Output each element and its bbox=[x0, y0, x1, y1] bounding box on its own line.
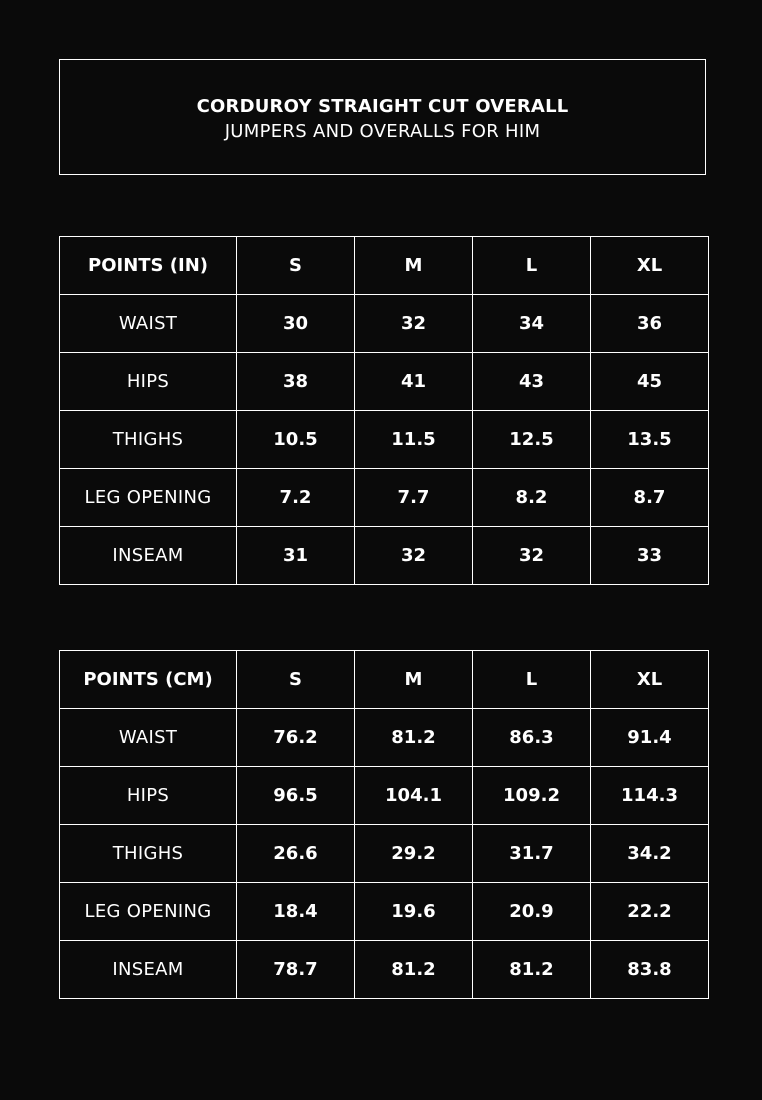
table-cell: 43 bbox=[473, 353, 591, 411]
table-cell: 81.2 bbox=[355, 941, 473, 999]
column-header: XL bbox=[591, 237, 709, 295]
table-cell: 109.2 bbox=[473, 767, 591, 825]
table-row bbox=[60, 469, 709, 527]
table-cell: 76.2 bbox=[237, 709, 355, 767]
table-cell: 86.3 bbox=[473, 709, 591, 767]
table-row bbox=[60, 883, 709, 941]
table-cell: 10.5 bbox=[237, 411, 355, 469]
column-header: XL bbox=[591, 651, 709, 709]
table-cell: 83.8 bbox=[591, 941, 709, 999]
table-cell: 45 bbox=[591, 353, 709, 411]
table-cell: 8.2 bbox=[473, 469, 591, 527]
column-header: S bbox=[237, 651, 355, 709]
column-header: M bbox=[355, 651, 473, 709]
column-header: L bbox=[473, 237, 591, 295]
table-row bbox=[60, 353, 709, 411]
row-label: THIGHS bbox=[60, 411, 237, 469]
table-row bbox=[60, 411, 709, 469]
table-row bbox=[60, 295, 709, 353]
table-cell: 38 bbox=[237, 353, 355, 411]
table-cell: 31 bbox=[237, 527, 355, 585]
table-header-row bbox=[60, 237, 709, 295]
table-cell: 18.4 bbox=[237, 883, 355, 941]
table-cell: 81.2 bbox=[355, 709, 473, 767]
table-row bbox=[60, 941, 709, 999]
table-cell: 22.2 bbox=[591, 883, 709, 941]
row-label: INSEAM bbox=[60, 527, 237, 585]
table-cell: 91.4 bbox=[591, 709, 709, 767]
table-cell: 7.7 bbox=[355, 469, 473, 527]
column-header: POINTS (CM) bbox=[60, 651, 237, 709]
row-label: THIGHS bbox=[60, 825, 237, 883]
table-cell: 29.2 bbox=[355, 825, 473, 883]
row-label: LEG OPENING bbox=[60, 469, 237, 527]
column-header: S bbox=[237, 237, 355, 295]
table-cell: 96.5 bbox=[237, 767, 355, 825]
product-title: CORDUROY STRAIGHT CUT OVERALL bbox=[196, 96, 569, 117]
table-cell: 30 bbox=[237, 295, 355, 353]
table-cell: 19.6 bbox=[355, 883, 473, 941]
table-cell: 8.7 bbox=[591, 469, 709, 527]
table-row bbox=[60, 825, 709, 883]
product-subtitle: JUMPERS AND OVERALLS FOR HIM bbox=[224, 121, 541, 142]
table-cell: 12.5 bbox=[473, 411, 591, 469]
row-label: WAIST bbox=[60, 709, 237, 767]
table-cell: 34.2 bbox=[591, 825, 709, 883]
column-header: M bbox=[355, 237, 473, 295]
row-label: LEG OPENING bbox=[60, 883, 237, 941]
table-cell: 34 bbox=[473, 295, 591, 353]
table-cell: 20.9 bbox=[473, 883, 591, 941]
row-label: HIPS bbox=[60, 767, 237, 825]
table-cell: 36 bbox=[591, 295, 709, 353]
table-cell: 78.7 bbox=[237, 941, 355, 999]
table-cell: 31.7 bbox=[473, 825, 591, 883]
table-cell: 81.2 bbox=[473, 941, 591, 999]
table-cell: 114.3 bbox=[591, 767, 709, 825]
table-cell: 33 bbox=[591, 527, 709, 585]
table-row bbox=[60, 709, 709, 767]
table-row bbox=[60, 767, 709, 825]
size-table-centimeters bbox=[59, 650, 709, 999]
column-header: POINTS (IN) bbox=[60, 237, 237, 295]
size-table-inches bbox=[59, 236, 709, 585]
table-cell: 104.1 bbox=[355, 767, 473, 825]
row-label: WAIST bbox=[60, 295, 237, 353]
table-cell: 32 bbox=[355, 295, 473, 353]
table-cell: 32 bbox=[355, 527, 473, 585]
table-cell: 13.5 bbox=[591, 411, 709, 469]
row-label: INSEAM bbox=[60, 941, 237, 999]
table-cell: 41 bbox=[355, 353, 473, 411]
title-box bbox=[59, 59, 706, 175]
table-cell: 11.5 bbox=[355, 411, 473, 469]
table-header-row bbox=[60, 651, 709, 709]
row-label: HIPS bbox=[60, 353, 237, 411]
column-header: L bbox=[473, 651, 591, 709]
table-cell: 26.6 bbox=[237, 825, 355, 883]
table-cell: 32 bbox=[473, 527, 591, 585]
table-cell: 7.2 bbox=[237, 469, 355, 527]
table-row bbox=[60, 527, 709, 585]
